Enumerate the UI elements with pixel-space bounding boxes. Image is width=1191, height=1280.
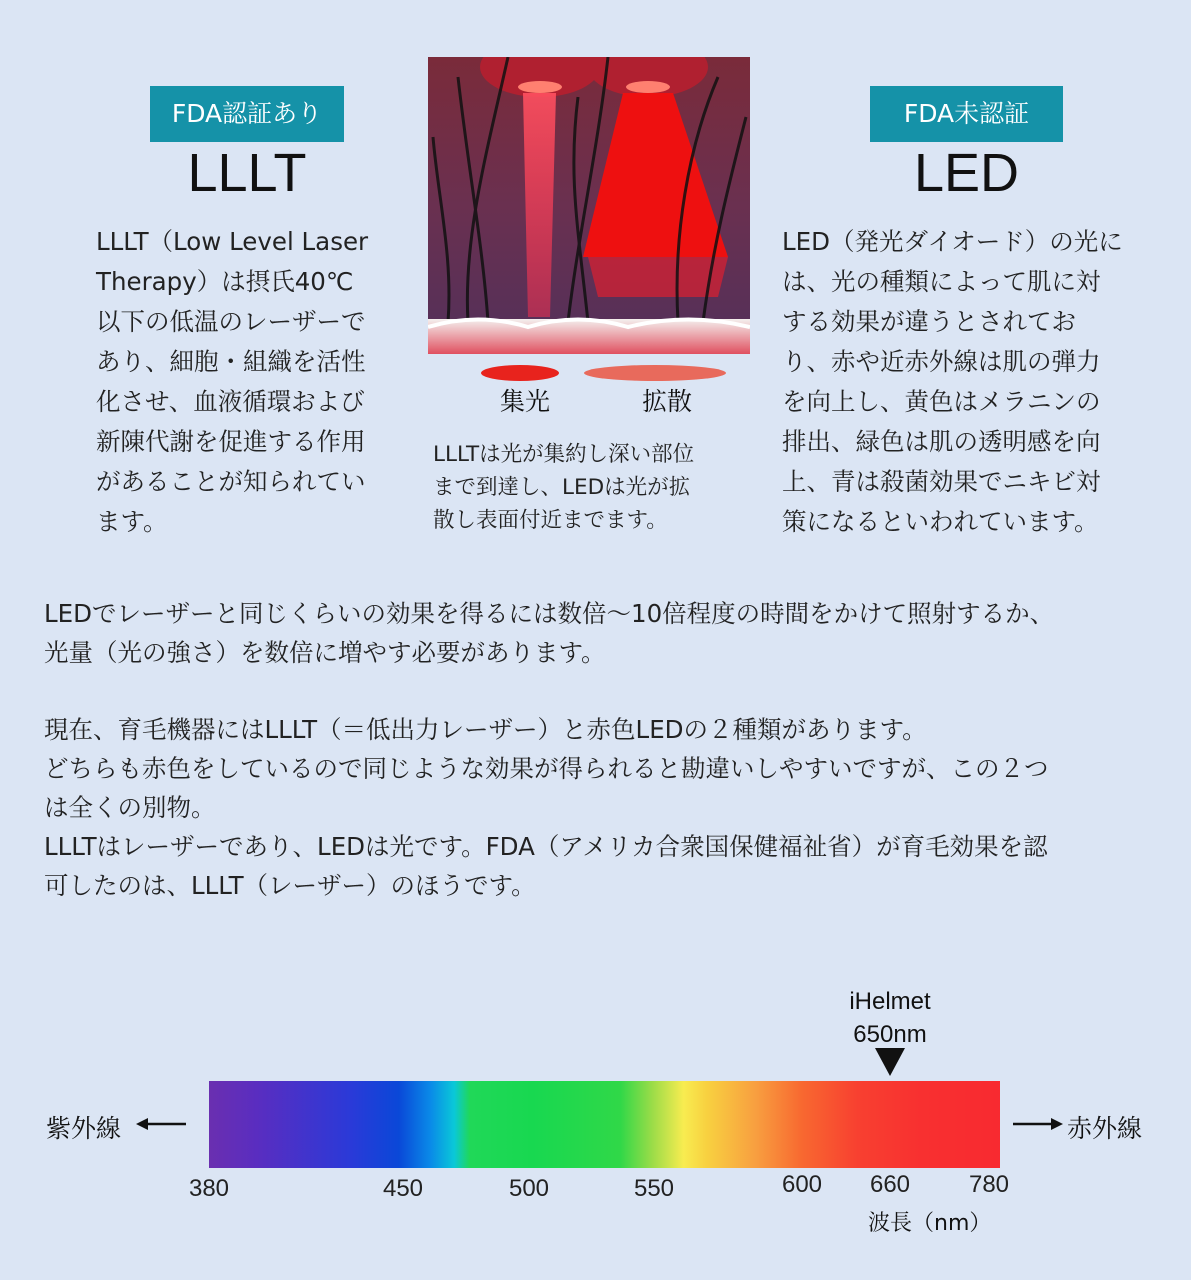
focus-label: 集光 [499, 387, 550, 416]
tick-450: 450 [382, 1175, 424, 1202]
uv-arrow-icon [136, 1112, 186, 1136]
paragraph-2: 現在、育毛機器にはLLLT（＝低出力レーザー）と赤色LEDの２種類があります。 どちらも赤色をしているので同じような効果が得られると勘違いしやすいですが、この２つ は全くの別物。 LLLTはレーザーであり、LEDは光です。FDA（アメリカ合衆国保健福祉省）が育毛効果を認 可したのは、LLLT（レーザー）のほうです。 [44, 715, 1049, 900]
fda-approved-badge: FDA認証あり [150, 86, 344, 142]
paragraph-1: LEDでレーザーと同じくらいの効果を得るには数倍〜10倍程度の時間をかけて照射するか、 光量（光の強さ）を数倍に増やす必要があります。 [44, 599, 1055, 667]
hair-scalp-image [428, 57, 750, 354]
spectrum-bar [209, 1081, 1000, 1168]
diffuse-light-marker [584, 365, 726, 381]
lllt-title: LLLT [187, 143, 307, 203]
focus-light-marker [481, 365, 559, 381]
uv-label: 紫外線 [46, 1114, 122, 1143]
tick-780: 780 [968, 1171, 1010, 1198]
diffuse-label: 拡散 [641, 387, 692, 416]
light-penetration-illustration [428, 57, 750, 354]
marker-name: iHelmet [849, 988, 931, 1015]
tick-660: 660 [869, 1171, 911, 1198]
lllt-description: LLLT（Low Level Laser Therapy）は摂氏40℃ 以下の低温のレーザーで あり、細胞・組織を活性 化させ、血液循環および 新陳代謝を促進する作用 があることが知られてい ます。 [96, 227, 369, 536]
axis-label: 波長（nm） [868, 1211, 992, 1236]
marker-value: 650nm [853, 1021, 927, 1048]
tick-500: 500 [508, 1175, 550, 1202]
illustration-caption: LLLTは光が集約し深い部位 まで到達し、LEDは光が拡 散し表面付近までます。 [433, 442, 695, 533]
ir-label: 赤外線 [1067, 1114, 1143, 1143]
led-description: LED（発光ダイオード）の光に は、光の種類によって肌に対 する効果が違うとされてお り、赤や近赤外線は肌の弾力 を向上し、黄色はメラニンの 排出、緑色は肌の透明感を向 上、青は殺菌効果でニキビ対 策になるといわれています。 [782, 227, 1123, 536]
tick-380: 380 [188, 1175, 230, 1202]
tick-550: 550 [633, 1175, 675, 1202]
marker-arrow-icon [875, 1048, 905, 1076]
fda-unapproved-badge: FDA未認証 [870, 86, 1063, 142]
led-title: LED [913, 143, 1020, 203]
ir-arrow-icon [1013, 1112, 1063, 1136]
tick-600: 600 [781, 1171, 823, 1198]
